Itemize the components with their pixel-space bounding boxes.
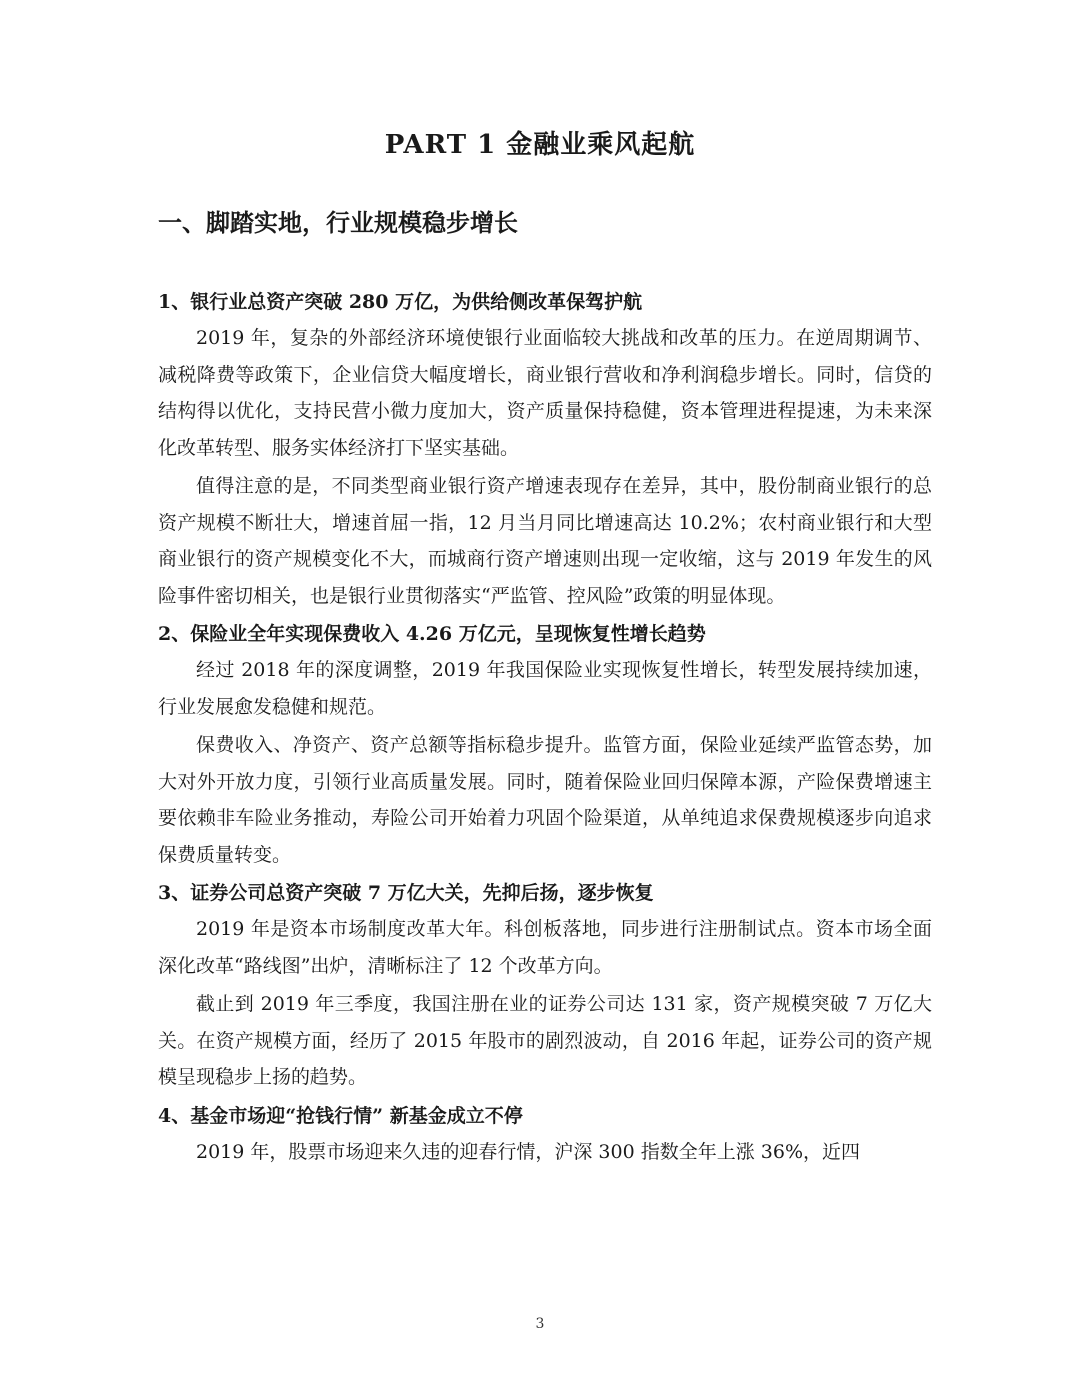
section-heading-funds: 4、基金市场迎“抢钱行情” 新基金成立不停 <box>158 1104 523 1127</box>
paragraph: 2019 年，股票市场迎来久违的迎春行情，沪深 300 指数全年上涨 36%，近四 <box>196 1140 861 1163</box>
document-body <box>158 284 932 1172</box>
paragraph: 2019 年，复杂的外部经济环境使银行业面临较大挑战和改革的压力。在逆周期调节、减税降费等政策下，企业信贷大幅度增长，商业银行营收和净利润稳步增长。同时，信贷的结构得以优化，支持民营小微力度加大，资产质量保持稳健，资本管理进程提速，为未来深化改革转型、服务实体经济打下坚实基础。 <box>158 327 932 459</box>
part-title: PART 1 金融业乘风起航 <box>384 130 696 160</box>
section-heading-banking: 1、银行业总资产突破 280 万亿，为供给侧改革保驾护航 <box>158 291 643 313</box>
section-heading-insurance: 2、保险业全年实现保费收入 4.26 万亿元，呈现恢复性增长趋势 <box>158 623 706 645</box>
section-heading-securities: 3、证券公司总资产突破 7 万亿大关，先抑后扬，逐步恢复 <box>158 882 654 904</box>
paragraph: 值得注意的是，不同类型商业银行资产增速表现存在差异，其中，股份制商业银行的总资产规模不断壮大，增速首屈一指，12 月当月同比增速高达 10.2%；农村商业银行和大型商业银行的资产规模变化不大，而城商行资产增速则出现一定收缩，这与 2019 年发生的风险事件密切相关，也是银行业贯彻落实“严监管、控风险”政策的明显体现。 <box>158 475 932 607</box>
paragraph: 经过 2018 年的深度调整，2019 年我国保险业实现恢复性增长，转型发展持续加速，行业发展愈发稳健和规范。 <box>158 659 932 718</box>
paragraph: 截止到 2019 年三季度，我国注册在业的证券公司达 131 家，资产规模突破 7 万亿大关。在资产规模方面，经历了 2015 年股市的剧烈波动，自 2016 年起，证券公司的资产规模呈现稳步上扬的趋势。 <box>158 993 932 1088</box>
page-number: 3 <box>535 1316 545 1332</box>
paragraph: 2019 年是资本市场制度改革大年。科创板落地，同步进行注册制试点。资本市场全面深化改革“路线图”出炉，清晰标注了 12 个改革方向。 <box>158 918 932 977</box>
chapter-title: 一、脚踏实地，行业规模稳步增长 <box>158 208 518 237</box>
paragraph: 保费收入、净资产、资产总额等指标稳步提升。监管方面，保险业延续严监管态势，加大对外开放力度，引领行业高质量发展。同时，随着保险业回归保障本源，产险保费增速主要依赖非车险业务推动，寿险公司开始着力巩固个险渠道，从单纯追求保费规模逐步向追求保费质量转变。 <box>158 734 932 866</box>
